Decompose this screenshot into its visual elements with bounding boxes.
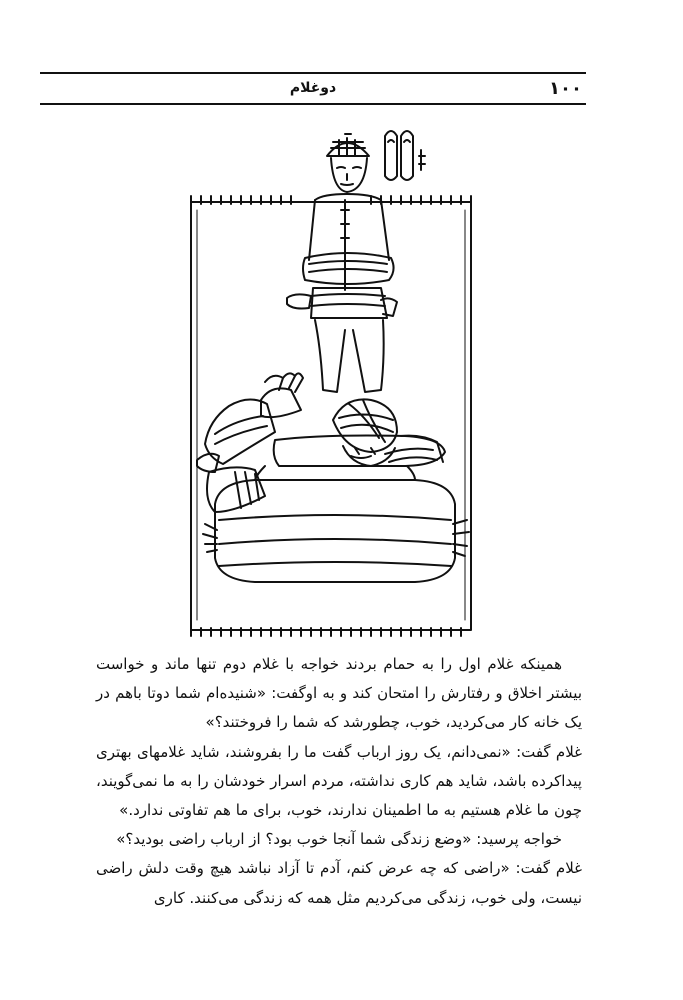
reclining-master-figure <box>197 373 445 512</box>
text-line: بیشتر اخلاق و رفتارش را امتحان کند و به اوگفت: «شنیده‌ام شما دوتا باهم در <box>96 684 582 703</box>
text-line: یک خانه کار می‌کردید، خوب، چطورشد که شما را فروختند؟» <box>205 713 582 732</box>
text-line: ندارد.» <box>119 801 164 820</box>
text-line: غلام گفت: «راضی که چه عرض کنم، آدم تا آزاد نباشد هیچ وقت دلش <box>138 859 582 878</box>
page-number: ۱۰۰ <box>549 78 582 99</box>
paragraph <box>96 650 582 738</box>
paragraph <box>96 854 582 912</box>
header-top-rule <box>40 72 586 74</box>
standing-servant-figure <box>287 134 397 392</box>
page-header <box>40 78 586 100</box>
text-line: خواجه پرسید: «وضع زندگی شما آنجا خوب بود؟ از ارباب راضی بودید؟» <box>116 830 562 849</box>
running-title: دوغلام <box>289 80 337 96</box>
rug-lines <box>197 210 465 620</box>
header-bottom-rule <box>40 103 586 105</box>
bolster-cushion <box>203 466 469 582</box>
illustration-bath-scene <box>175 120 485 640</box>
text-line: همینکه غلام اول را به حمام بردند خواجه با غلام دوم تنها ماند و خواست <box>96 655 562 673</box>
text-line: راضی نیست، ولی خوب، زندگی می‌کردیم مثل همه که زندگی می‌کنند. کاری <box>96 859 582 907</box>
slippers-icon <box>385 131 425 180</box>
paragraph <box>96 825 582 854</box>
text-line: بهتری پیداکرده باشد، شاید هم کاری نداشته، مردم اسرار خودشان را به ما <box>96 742 582 790</box>
text-line: نمی‌گویند، چون ما غلام هستیم به ما اطمینان ندارند، خوب، برای ما هم تفاوتی <box>96 771 582 820</box>
story-text <box>96 650 582 913</box>
paragraph <box>96 738 582 826</box>
text-line: غلام گفت: «نمی‌دانم، یک روز ارباب گفت ما را بفروشند، شاید غلامهای <box>136 742 582 761</box>
